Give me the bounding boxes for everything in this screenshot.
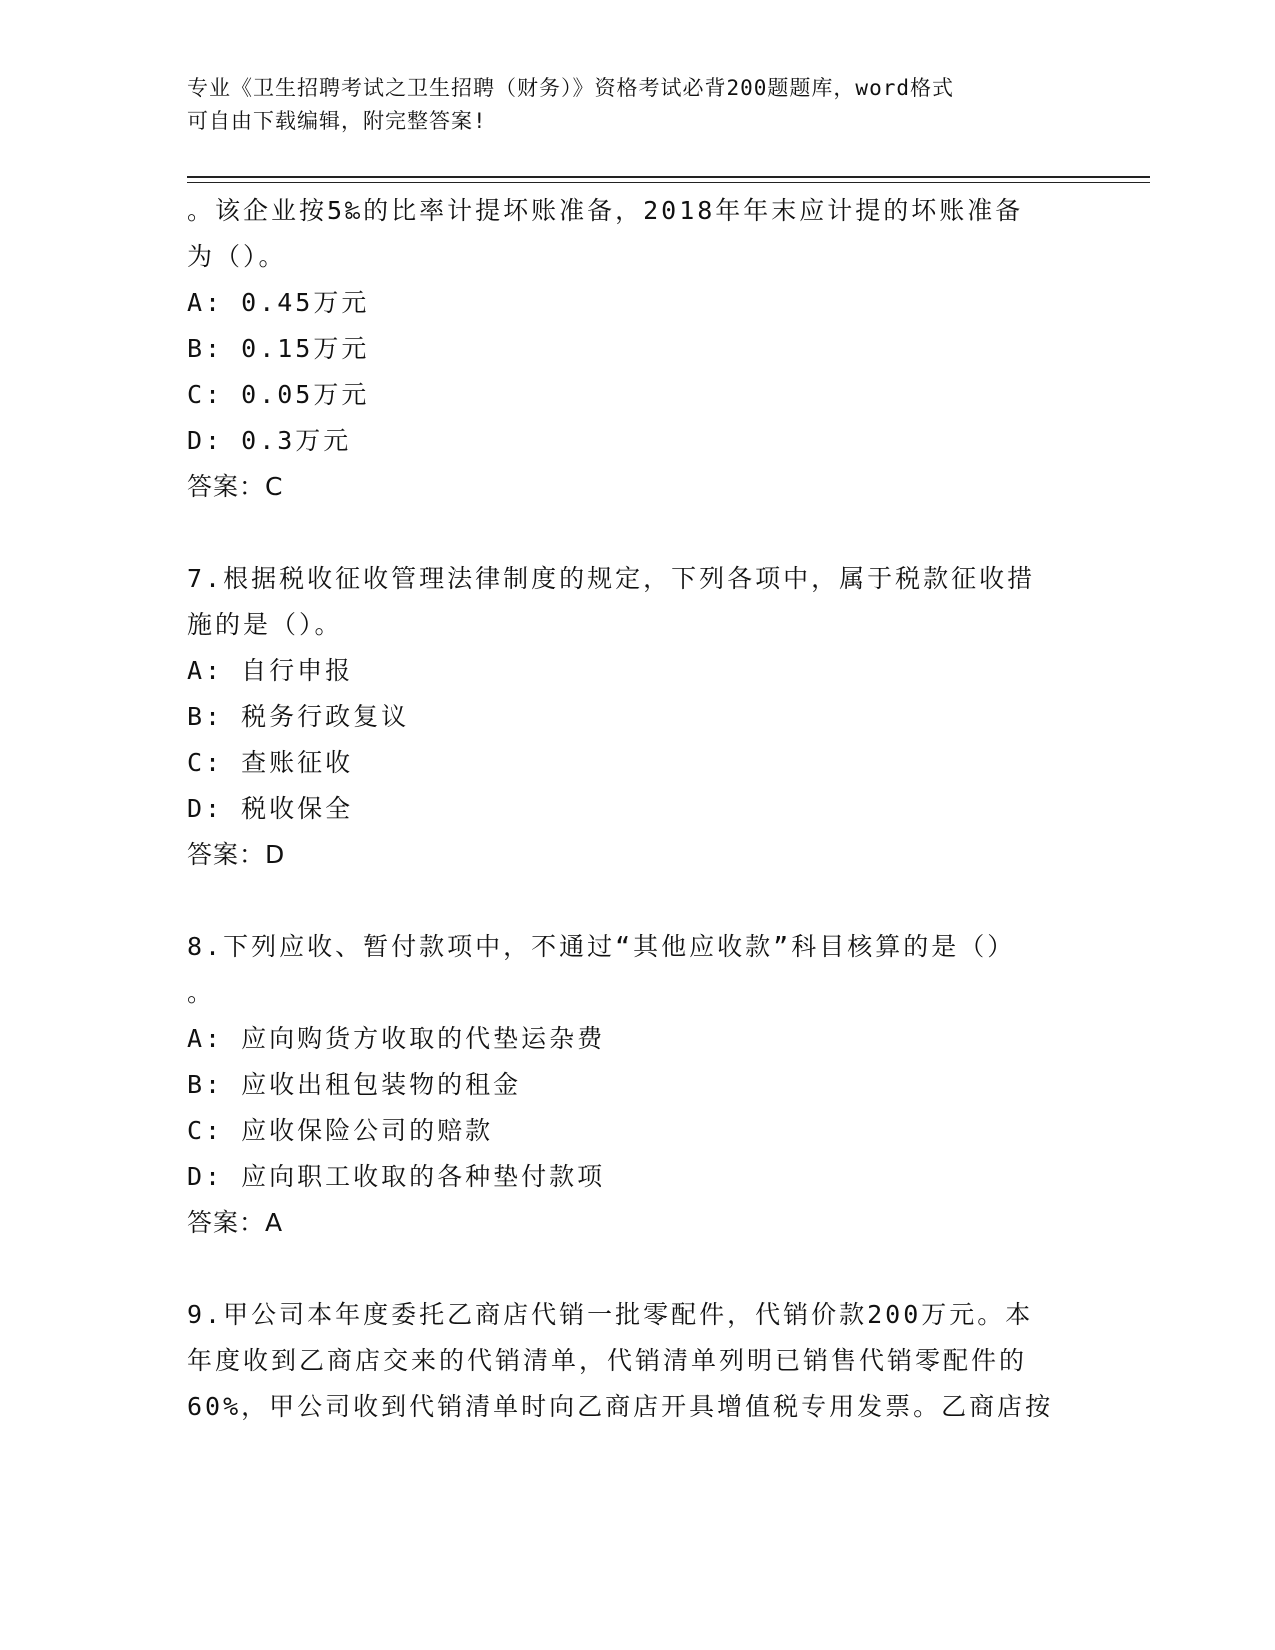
option-b: B: 应收出租包装物的租金 [187,1070,522,1099]
option-d: D: 应向职工收取的各种垫付款项 [187,1162,606,1191]
question-stem-line: 。该企业按5‰的比率计提坏账准备，2018年年末应计提的坏账准备 [187,196,1024,225]
spacer [187,510,1087,556]
answer-line: 答案：C [187,472,284,501]
option-c: C: 应收保险公司的赔款 [187,1116,494,1145]
question-8 [187,924,1087,1246]
option-c: C: 查账征收 [187,748,354,777]
question-stem-line: 7.根据税收征收管理法律制度的规定，下列各项中，属于税款征收措 [187,564,1036,593]
spacer [187,1246,1087,1292]
question-stem-line: 9.甲公司本年度委托乙商店代销一批零配件，代销价款200万元。本 [187,1300,1034,1329]
answer-line: 答案：D [187,840,286,869]
option-b: B: 税务行政复议 [187,702,410,731]
question-stem-line: 年度收到乙商店交来的代销清单，代销清单列明已销售代销零配件的 [187,1346,1028,1375]
option-a: A: 自行申报 [187,656,354,685]
answer-line: 答案：A [187,1208,284,1237]
header-divider-thin [187,182,1150,183]
header-divider-thick [187,176,1150,178]
question-6 [187,188,1087,510]
question-stem-line: 施的是（）。 [187,610,343,639]
option-d: D: 税收保全 [187,794,354,823]
question-stem-line: 为（）。 [187,242,287,271]
header-title-line-2: 可自由下载编辑，附完整答案! [187,109,487,133]
question-9 [187,1292,1087,1430]
page-header [187,72,1087,138]
option-c: C: 0.05万元 [187,380,370,409]
question-stem-line: 。 [187,978,216,1007]
question-stem-line: 60%，甲公司收到代销清单时向乙商店开具增值税专用发票。乙商店按 [187,1392,1054,1421]
question-7 [187,556,1087,878]
option-a: A: 应向购货方收取的代垫运杂费 [187,1024,606,1053]
spacer [187,878,1087,924]
question-stem-line: 8.下列应收、暂付款项中，不通过“其他应收款”科目核算的是（） [187,932,1016,961]
option-a: A: 0.45万元 [187,288,370,317]
option-d: D: 0.3万元 [187,426,352,455]
option-b: B: 0.15万元 [187,334,370,363]
header-title-line-1: 专业《卫生招聘考试之卫生招聘（财务）》资格考试必背200题题库，word格式 [187,76,954,100]
question-list [187,188,1087,1430]
